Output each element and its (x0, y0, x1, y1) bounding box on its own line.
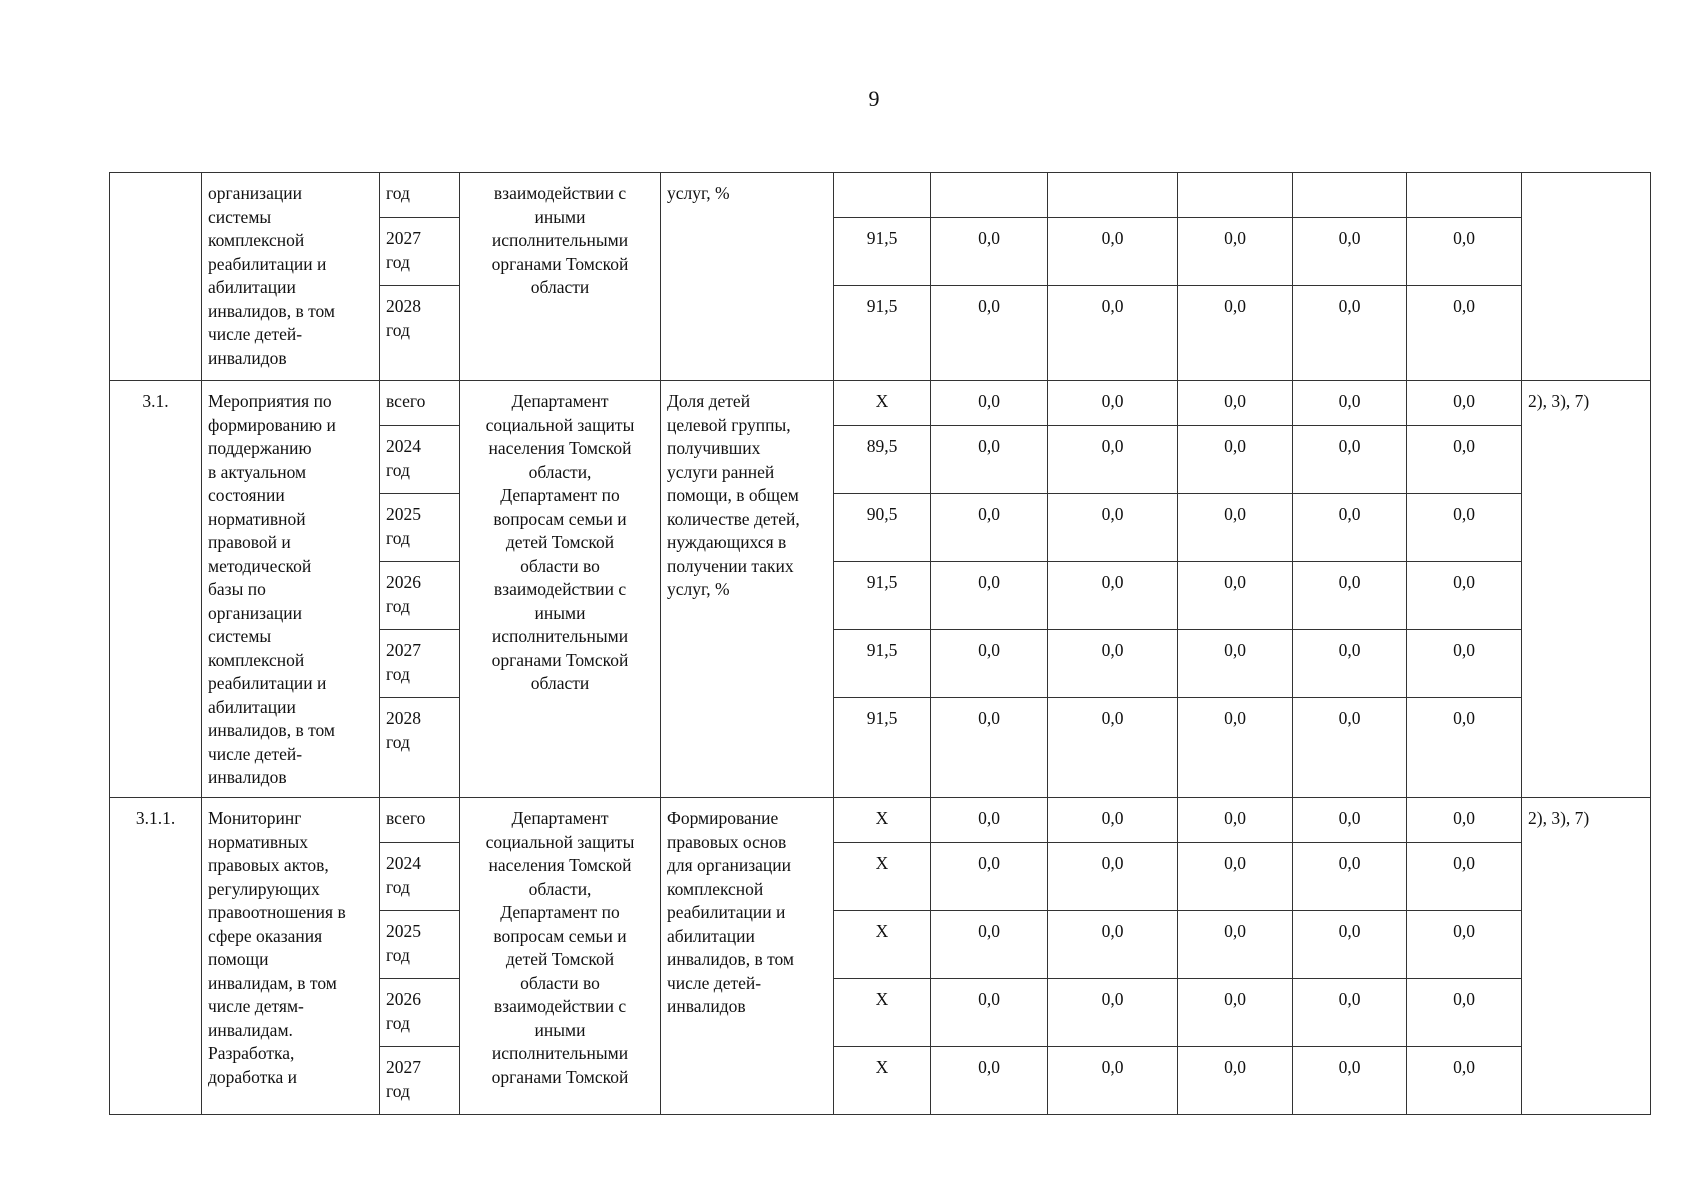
period-cell-text: год (386, 183, 410, 203)
value-cell (1407, 1047, 1522, 1115)
executor-cell-text: Департамент социальной защиты населения Томской области, Департамент по вопросам семьи и детей Томской области во взаимодействии с иными исполнительными органами Томской (485, 808, 635, 1087)
value-cell (1407, 911, 1522, 979)
note-cell (1522, 798, 1651, 1115)
value-cell-text: 0,0 (1338, 921, 1361, 941)
value-cell (834, 218, 931, 286)
period-cell-text: 2026 год (386, 989, 421, 1033)
value-cell-text: 0,0 (1101, 391, 1124, 411)
value-cell (1407, 426, 1522, 494)
value-cell (834, 494, 931, 562)
note-cell-text: 2), 3), 7) (1528, 808, 1590, 828)
value-cell (931, 173, 1048, 218)
value-cell (1407, 381, 1522, 426)
value-cell-text: 0,0 (1453, 436, 1475, 456)
value-cell (931, 286, 1048, 381)
value-cell-text: 91,5 (866, 572, 898, 592)
value-cell-text: 0,0 (1453, 572, 1475, 592)
value-cell-text: 0,0 (1338, 296, 1361, 316)
value-cell (1293, 562, 1407, 630)
value-cell (834, 843, 931, 911)
item-name (202, 381, 380, 798)
value-cell-text: 0,0 (1224, 640, 1246, 660)
executor-cell (460, 798, 661, 1115)
value-cell-text: 0,0 (1224, 989, 1246, 1009)
value-cell (1293, 630, 1407, 698)
value-cell-text: 0,0 (1338, 853, 1361, 873)
value-cell (1048, 798, 1178, 843)
value-cell (834, 562, 931, 630)
indicator-cell (661, 798, 834, 1115)
period-cell-text: 2025 год (386, 504, 421, 548)
value-cell-text: 0,0 (1338, 504, 1361, 524)
value-cell (931, 843, 1048, 911)
value-cell (1293, 843, 1407, 911)
value-cell (834, 979, 931, 1047)
value-cell (931, 426, 1048, 494)
value-cell (834, 911, 931, 979)
value-cell (834, 381, 931, 426)
value-cell-text: 0,0 (1101, 808, 1124, 828)
period-cell (380, 494, 460, 562)
indicator-cell (661, 381, 834, 798)
value-cell-text: 0,0 (1453, 228, 1475, 248)
value-cell-text: 0,0 (1338, 572, 1361, 592)
value-cell (1293, 218, 1407, 286)
period-cell (380, 843, 460, 911)
value-cell (1178, 218, 1293, 286)
value-cell-text: 0,0 (1101, 708, 1124, 728)
value-cell (1048, 1047, 1178, 1115)
value-cell-text: 0,0 (1224, 921, 1246, 941)
value-cell-text: 0,0 (978, 853, 1000, 873)
value-cell (1407, 798, 1522, 843)
value-cell (1178, 798, 1293, 843)
value-cell (1293, 1047, 1407, 1115)
period-cell-text: всего (386, 808, 426, 828)
value-cell (834, 173, 931, 218)
value-cell (1407, 843, 1522, 911)
value-cell-text: 0,0 (1453, 808, 1475, 828)
value-cell (1293, 173, 1407, 218)
value-cell-text: 0,0 (1453, 640, 1475, 660)
value-cell-text: 0,0 (978, 436, 1000, 456)
value-cell-text: 0,0 (1224, 572, 1246, 592)
value-cell-text: 0,0 (978, 296, 1000, 316)
indicator-cell-text: Формирование правовых основ для организации комплексной реабилитации и абилитации инвалидов, в том числе детей- инвалидов (667, 808, 794, 1016)
value-cell (1178, 381, 1293, 426)
value-cell-text: 0,0 (1101, 436, 1124, 456)
item-name (202, 798, 380, 1115)
value-cell-text: 0,0 (1338, 228, 1361, 248)
value-cell-text: 0,0 (1338, 808, 1361, 828)
value-cell-text: 0,0 (978, 572, 1000, 592)
period-cell (380, 218, 460, 286)
value-cell (1178, 843, 1293, 911)
program-table (109, 172, 1651, 1115)
executor-cell-text: Департамент социальной защиты населения Томской области, Департамент по вопросам семьи и детей Томской области во взаимодействии с иными исполнительными органами Томской области (485, 391, 635, 693)
value-cell-text: X (875, 989, 889, 1009)
value-cell-text: 0,0 (1338, 640, 1361, 660)
value-cell-text: 0,0 (1224, 853, 1246, 873)
value-cell-text: 0,0 (1453, 708, 1475, 728)
value-cell (834, 1047, 931, 1115)
period-cell-text: 2028 год (386, 296, 421, 340)
item-name (202, 173, 380, 381)
value-cell-text: 0,0 (978, 504, 1000, 524)
value-cell (1293, 494, 1407, 562)
value-cell (1178, 1047, 1293, 1115)
value-cell (1407, 562, 1522, 630)
value-cell-text: 0,0 (1453, 296, 1475, 316)
value-cell-text: 0,0 (1101, 296, 1124, 316)
value-cell-text: X (875, 921, 889, 941)
value-cell (1407, 494, 1522, 562)
value-cell-text: 0,0 (1453, 989, 1475, 1009)
value-cell (834, 426, 931, 494)
value-cell (1048, 911, 1178, 979)
value-cell-text: 0,0 (1101, 640, 1124, 660)
value-cell-text: 0,0 (1338, 989, 1361, 1009)
note-cell (1522, 173, 1651, 381)
item-number (110, 173, 202, 381)
value-cell (1407, 218, 1522, 286)
value-cell-text: 0,0 (1101, 228, 1124, 248)
value-cell (1048, 173, 1178, 218)
period-cell (380, 1047, 460, 1115)
value-cell (1178, 494, 1293, 562)
item-number-text: 3.1. (142, 391, 169, 411)
value-cell-text: 0,0 (1453, 1057, 1475, 1077)
value-cell-text: X (875, 853, 889, 873)
value-cell-text: 0,0 (1338, 436, 1361, 456)
value-cell (1293, 979, 1407, 1047)
period-cell-text: 2024 год (386, 436, 421, 480)
value-cell (834, 698, 931, 798)
table-row (110, 381, 1651, 426)
value-cell-text: 0,0 (1338, 391, 1361, 411)
period-cell-text: 2026 год (386, 572, 421, 616)
item-name-text: организации системы комплексной реабилитации и абилитации инвалидов, в том числе детей- инвалидов (208, 183, 335, 368)
value-cell-text: X (875, 391, 889, 411)
period-cell-text: всего (386, 391, 426, 411)
value-cell-text: 0,0 (1224, 1057, 1246, 1077)
period-cell (380, 698, 460, 798)
value-cell-text: 0,0 (1101, 853, 1124, 873)
value-cell (1048, 630, 1178, 698)
value-cell (1178, 979, 1293, 1047)
table-row (110, 798, 1651, 843)
period-cell (380, 979, 460, 1047)
value-cell-text: 0,0 (978, 921, 1000, 941)
value-cell-text: 0,0 (1101, 504, 1124, 524)
period-cell (380, 798, 460, 843)
value-cell-text: 0,0 (1101, 1057, 1124, 1077)
value-cell (1178, 911, 1293, 979)
executor-cell-text: взаимодействии с иными исполнительными органами Томской области (491, 183, 629, 297)
value-cell (1048, 286, 1178, 381)
period-cell-text: 2027 год (386, 640, 421, 684)
period-cell (380, 286, 460, 381)
value-cell-text: 0,0 (1224, 808, 1246, 828)
value-cell (1293, 381, 1407, 426)
value-cell-text: 0,0 (1224, 296, 1246, 316)
item-number-text: 3.1.1. (135, 808, 176, 828)
value-cell (1048, 494, 1178, 562)
item-name-text: Мероприятия по формированию и поддержанию в актуальном состоянии нормативной правовой и методической базы по организации системы комплексной реабилитации и абилитации инвалидов, в том числе детей- инвалидов (208, 391, 336, 787)
value-cell (1048, 381, 1178, 426)
period-cell (380, 911, 460, 979)
value-cell-text: 0,0 (978, 708, 1000, 728)
item-number (110, 381, 202, 798)
value-cell-text: 89,5 (866, 436, 898, 456)
page-number: 9 (868, 86, 880, 111)
period-cell (380, 426, 460, 494)
value-cell-text: 0,0 (1453, 391, 1475, 411)
value-cell (1293, 426, 1407, 494)
value-cell-text: 0,0 (1224, 228, 1246, 248)
value-cell (1407, 698, 1522, 798)
note-cell (1522, 381, 1651, 798)
value-cell (931, 562, 1048, 630)
value-cell-text: 90,5 (866, 504, 898, 524)
value-cell (1178, 698, 1293, 798)
value-cell (931, 381, 1048, 426)
period-cell (380, 173, 460, 218)
item-name-text: Мониторинг нормативных правовых актов, регулирующих правоотношения в сфере оказания помощи инвалидам, в том числе детям- инвалидам. Разработка, доработка и (208, 808, 346, 1087)
value-cell-text: 91,5 (866, 296, 898, 316)
period-cell-text: 2027 год (386, 228, 421, 272)
value-cell (1407, 630, 1522, 698)
value-cell (931, 911, 1048, 979)
value-cell (1048, 218, 1178, 286)
value-cell (931, 630, 1048, 698)
period-cell-text: 2027 год (386, 1057, 421, 1101)
value-cell (834, 630, 931, 698)
indicator-cell (661, 173, 834, 381)
value-cell-text: 0,0 (1224, 708, 1246, 728)
value-cell-text: 0,0 (1453, 853, 1475, 873)
value-cell-text: 0,0 (1101, 572, 1124, 592)
period-cell-text: 2024 год (386, 853, 421, 897)
value-cell-text: 0,0 (978, 808, 1000, 828)
executor-cell (460, 173, 661, 381)
value-cell (1048, 698, 1178, 798)
value-cell (1178, 630, 1293, 698)
value-cell-text: 0,0 (1101, 989, 1124, 1009)
value-cell-text: 0,0 (1338, 1057, 1361, 1077)
value-cell (1178, 173, 1293, 218)
period-cell (380, 381, 460, 426)
value-cell (1407, 286, 1522, 381)
item-number (110, 798, 202, 1115)
period-cell (380, 630, 460, 698)
value-cell-text: 0,0 (1101, 921, 1124, 941)
value-cell-text: 0,0 (1453, 921, 1475, 941)
value-cell (1048, 979, 1178, 1047)
value-cell (1407, 979, 1522, 1047)
indicator-cell-text: услуг, % (667, 183, 730, 203)
value-cell-text: 0,0 (978, 1057, 1000, 1077)
value-cell (1178, 286, 1293, 381)
value-cell (931, 218, 1048, 286)
value-cell-text: 0,0 (1224, 436, 1246, 456)
value-cell (1407, 173, 1522, 218)
value-cell (931, 979, 1048, 1047)
value-cell (1048, 426, 1178, 494)
table-row (110, 173, 1651, 218)
value-cell-text: 91,5 (866, 228, 898, 248)
value-cell-text: 0,0 (978, 640, 1000, 660)
value-cell (1293, 698, 1407, 798)
value-cell (1293, 911, 1407, 979)
value-cell (834, 798, 931, 843)
value-cell (1178, 426, 1293, 494)
value-cell (931, 494, 1048, 562)
value-cell-text: 0,0 (1224, 504, 1246, 524)
value-cell (1048, 843, 1178, 911)
indicator-cell-text: Доля детей целевой группы, получивших услуги ранней помощи, в общем количестве детей, нуждающихся в получении таких услуг, % (667, 391, 800, 599)
value-cell (834, 286, 931, 381)
period-cell-text: 2028 год (386, 708, 421, 752)
executor-cell (460, 381, 661, 798)
value-cell-text: 0,0 (978, 391, 1000, 411)
period-cell-text: 2025 год (386, 921, 421, 965)
note-cell-text: 2), 3), 7) (1528, 391, 1590, 411)
value-cell (1178, 562, 1293, 630)
value-cell-text: 0,0 (978, 989, 1000, 1009)
value-cell (1293, 286, 1407, 381)
value-cell-text: 0,0 (1338, 708, 1361, 728)
value-cell-text: X (875, 808, 889, 828)
value-cell (931, 798, 1048, 843)
value-cell-text: 0,0 (978, 228, 1000, 248)
value-cell-text: X (875, 1057, 889, 1077)
value-cell (1293, 798, 1407, 843)
value-cell-text: 91,5 (866, 640, 898, 660)
value-cell-text: 0,0 (1453, 504, 1475, 524)
value-cell (1048, 562, 1178, 630)
value-cell-text: 91,5 (866, 708, 898, 728)
value-cell (931, 1047, 1048, 1115)
period-cell (380, 562, 460, 630)
value-cell (931, 698, 1048, 798)
value-cell-text: 0,0 (1224, 391, 1246, 411)
